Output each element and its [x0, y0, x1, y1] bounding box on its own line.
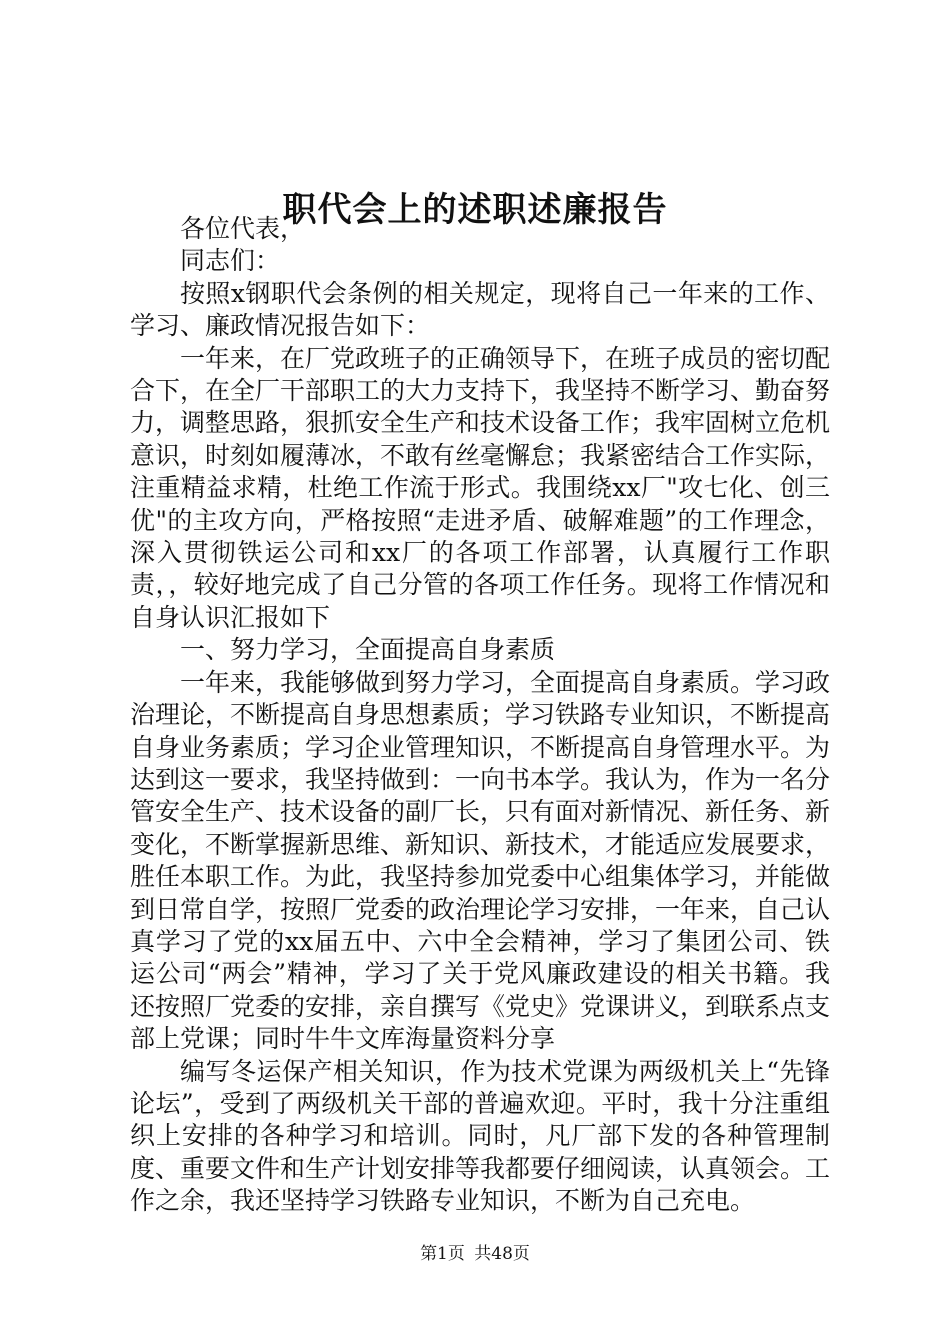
document-body — [130, 213, 830, 1218]
page-number: 第1页 — [420, 1244, 465, 1264]
paragraph-training: 编写冬运保产相关知识，作为技术党课为两级机关上“先锋论坛”，受到了两级机关干部的普遍欢迎。平时，我十分注重组织上安排的各种学习和培训。同时，凡厂部下发的各种管理制度、重要文件和生产计划安排等我都要仔细阅读，认真领会。工作之余，我还坚持学习铁路专业知识，不断为自己充电。 — [130, 1056, 831, 1216]
paragraph-intro: 按照x钢职代会条例的相关规定，现将自己一年来的工作、学习、廉政情况报告如下： — [130, 278, 830, 341]
section-heading-1: 一、努力学习，全面提高自身素质 — [180, 635, 556, 665]
paragraph-overview: 一年来，在厂党政班子的正确领导下，在班子成员的密切配合下，在全厂干部职工的大力支持下，我坚持不断学习、勤奋努力，调整思路，狠抓安全生产和技术设备工作；我牢固树立危机意识，时刻如履薄冰，不敢有丝毫懈怠；我紧密结合工作实际，注重精益求精，杜绝工作流于形式。我围绕xx厂"攻七化、创三优"的主攻方向，严格按照“走进矛盾、破解难题”的工作理念，深入贯彻铁运公司和xx厂的各项工作部署，认真履行工作职责，，较好地完成了自己分管的各项工作任务。现将工作情况和自身认识汇报如下 — [130, 343, 831, 632]
salutation-2: 同志们： — [180, 246, 281, 276]
salutation-1: 各位代表， — [180, 214, 306, 243]
page-footer — [0, 1242, 950, 1266]
document-title: 职代会上的述职述廉报告 — [282, 190, 668, 230]
page-total: 共48页 — [474, 1244, 530, 1264]
paragraph-study: 一年来，我能够做到努力学习，全面提高自身素质。学习政治理论，不断提高自身思想素质；学习铁路专业知识，不断提高自身业务素质；学习企业管理知识，不断提高自身管理水平。为达到这一要求，我坚持做到：一向书本学。我认为，作为一名分管安全生产、技术设备的副厂长，只有面对新情况、新任务、新变化，不断掌握新思维、新知识、新技术，才能适应发展要求，胜任本职工作。为此，我坚持参加党委中心组集体学习，并能做到日常自学，按照厂党委的政治理论学习安排，一年来，自己认真学习了党的xx届五中、六中全会精神，学习了集团公司、铁运公司“两会”精神，学习了关于党风廉政建设的相关书籍。我还按照厂党委的安排，亲自撰写《党史》党课讲义，到联系点支部上党课；同时牛牛文库海量资料分享 — [130, 667, 831, 1054]
